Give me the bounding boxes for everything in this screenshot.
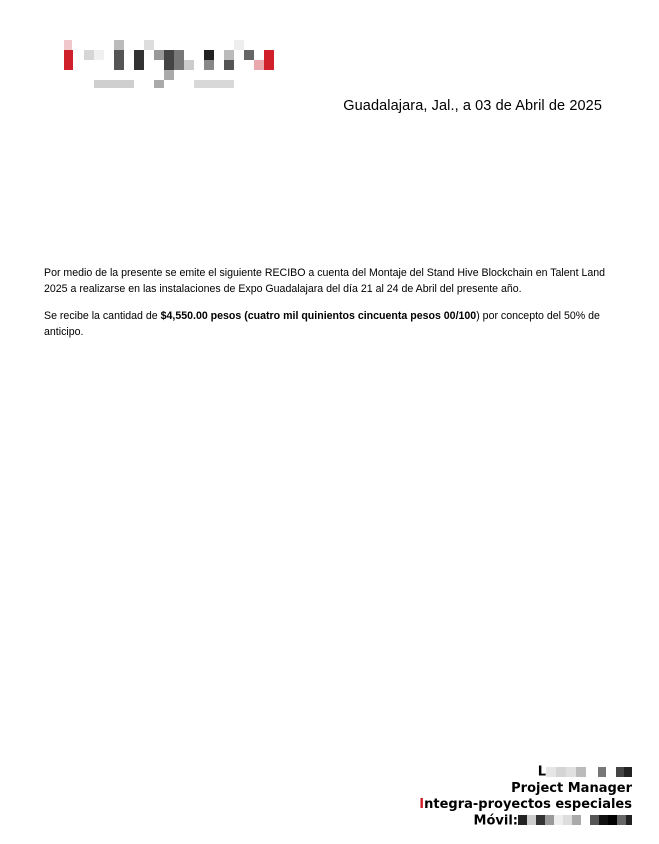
amount-suffix: ) por concepto del 50% de anticipo. bbox=[44, 310, 600, 338]
redacted-name bbox=[546, 764, 632, 780]
amount-value: $4,550.00 pesos (cuatro mil quinientos cincuenta pesos 00/100 bbox=[160, 310, 477, 322]
signature-name: L bbox=[419, 764, 632, 781]
signature-block bbox=[419, 764, 632, 829]
signature-mobile: Móvil: bbox=[419, 813, 632, 830]
signature-company: Integra-proyectos especiales bbox=[419, 796, 632, 812]
signature-role: Project Manager bbox=[511, 780, 632, 796]
receipt-body bbox=[44, 266, 624, 352]
paragraph-intro: Por medio de la presente se emite el siguiente RECIBO a cuenta del Montaje del Stand Hive Blockchain en Talent Land 2025 a realizarse en las instalaciones de Expo Guadalajara del día 21 al 24 de Abril del presente año. bbox=[44, 267, 606, 295]
date-line: Guadalajara, Jal., a 03 de Abril de 2025 bbox=[343, 98, 602, 114]
company-logo bbox=[64, 40, 279, 92]
amount-prefix: Se recibe la cantidad de bbox=[44, 310, 161, 322]
redacted-phone bbox=[518, 813, 632, 829]
paragraph-amount bbox=[44, 309, 624, 340]
